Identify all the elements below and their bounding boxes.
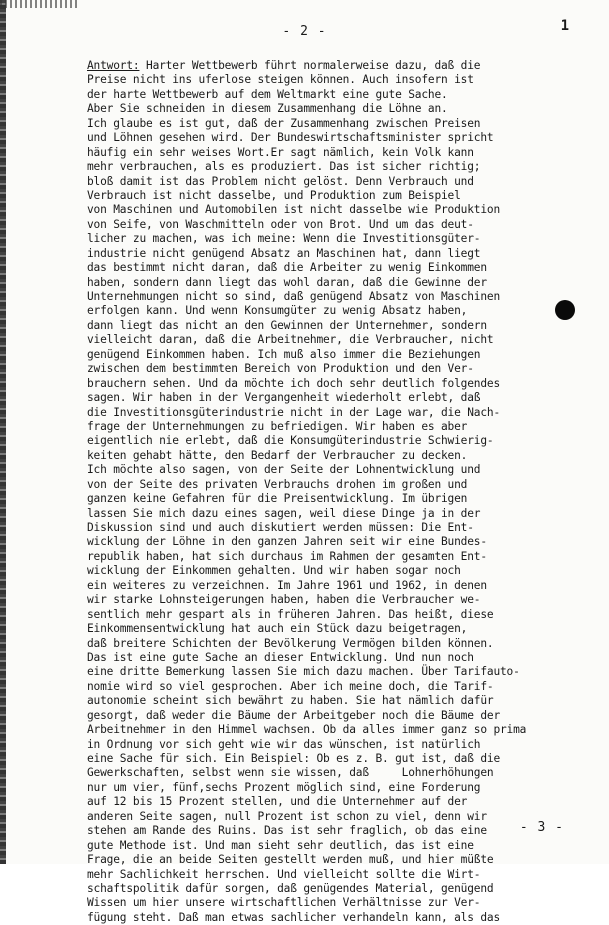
text-line <box>87 247 557 261</box>
text-line <box>87 723 557 737</box>
speaker-label: Antwort: <box>87 59 140 72</box>
text-line-content: von der Seite des privaten Verbrauchs drohen im großen und <box>87 477 468 491</box>
text-line <box>87 752 557 766</box>
text-line <box>87 406 557 420</box>
text-line <box>87 579 557 593</box>
text-line-content: bloß damit ist das Problem nicht gelöst. Denn Verbrauch und <box>87 174 474 188</box>
text-line-content: haben, sondern dann liegt das wohl daran, daß die Gewinne der <box>87 275 487 289</box>
text-line <box>87 521 557 535</box>
text-line-content: der harte Wettbewerb auf dem Weltmarkt eine gute Sache. <box>87 87 448 101</box>
text-line <box>87 131 557 145</box>
text-line <box>87 362 557 376</box>
text-line-content: licher zu machen, was ich meine: Wenn die Investitionsgüter- <box>87 232 481 246</box>
text-line <box>87 276 557 290</box>
page-number: - 2 - <box>282 24 327 39</box>
text-line-content: Arbeitnehmer in den Himmel wachsen. Ob da alles immer ganz so prima <box>87 723 527 737</box>
text-line-content: sentlich mehr gespart als in früheren Jahren. Das heißt, diese <box>87 607 494 621</box>
text-line-content: wicklung der Löhne in den ganzen Jahren seit wir eine Bundes- <box>87 535 487 549</box>
text-line <box>87 160 557 174</box>
text-line-content: zwischen dem bestimmten Bereich von Produktion und den Ver- <box>87 362 474 376</box>
text-line-content: sagen. Wir haben in der Vergangenheit wiederholt erlebt, daß <box>87 391 481 405</box>
text-line-content: auf 12 bis 15 Prozent stellen, und die Unternehmer auf der <box>87 795 468 809</box>
text-line-content: in Ordnung vor sich geht wie wir das wünschen, ist natürlich <box>87 737 481 751</box>
text-line-content: gesorgt, daß weder die Bäume der Arbeitgeber noch die Bäume der <box>87 708 500 722</box>
scan-edge-top <box>0 0 80 8</box>
text-line <box>87 117 557 131</box>
text-line <box>87 146 557 160</box>
text-line <box>87 333 557 347</box>
text-line-content: vielleicht daran, daß die Arbeitnehmer, die Verbraucher, nicht <box>87 333 494 347</box>
text-line <box>87 896 557 910</box>
text-line <box>87 319 557 333</box>
text-line-content: Wissen um hier unsere wirtschaftlichen Verhältnisse zur Ver- <box>87 896 481 910</box>
text-line-content: industrie nicht genügend Absatz an Maschinen hat, dann liegt <box>87 246 481 260</box>
text-line <box>87 868 557 882</box>
text-line-content: daß breitere Schichten der Bevölkerung Vermögen bilden können. <box>87 636 494 650</box>
text-line <box>87 637 557 651</box>
text-line <box>87 738 557 752</box>
text-line-content: genügend Einkommen haben. Ich muß also immer die Beziehungen <box>87 347 481 361</box>
text-line-content: lassen Sie mich dazu eines sagen, weil diese Dinge ja in der <box>87 506 481 520</box>
text-line-content: Einkommensentwicklung hat auch ein Stück dazu beigetragen, <box>87 622 468 636</box>
text-line <box>87 550 557 564</box>
text-line-content: ganzen keine Gefahren für die Preisentwicklung. Im übrigen <box>87 492 468 506</box>
text-line <box>87 434 557 448</box>
text-line-content: von Maschinen und Automobilen ist nicht dasselbe wie Produktion <box>87 203 500 217</box>
text-line-content: und Löhnen gesehen wird. Der Bundeswirtschaftsminister spricht <box>87 131 494 145</box>
text-line-content: erfolgen kann. Und wenn Konsumgüter zu wenig Absatz haben, <box>87 304 468 318</box>
text-line <box>87 824 557 838</box>
text-line-content: wicklung der Einkommen gehalten. Und wir haben sogar noch <box>87 564 461 578</box>
text-line-content: Unternehmungen nicht so sind, daß genügend Absatz von Maschinen <box>87 290 500 303</box>
text-line <box>87 391 557 405</box>
text-line <box>87 665 557 679</box>
text-line <box>87 420 557 434</box>
text-line-content: das bestimmt nicht daran, daß die Arbeiter zu wenig Einkommen <box>87 261 487 275</box>
text-line-content: autonomie scheint sich bewährt zu haben. Sie hat nämlich dafür <box>87 694 494 708</box>
text-line <box>87 853 557 867</box>
text-line-content: Diskussion sind und auch diskutiert werden müssen: Die Ent- <box>87 521 474 534</box>
text-line-content: nomie wird so viel gesprochen. Aber ich meine doch, die Tarif- <box>87 679 494 693</box>
text-line-content: nur um vier, fünf,sechs Prozent möglich sind, eine Forderung <box>87 780 481 794</box>
text-line-content: Ich möchte also sagen, von der Seite der Lohnentwicklung und <box>87 463 481 477</box>
text-line <box>87 492 557 506</box>
text-line <box>87 73 557 87</box>
text-line-content: Verbrauch ist nicht dasselbe, und Produktion zum Beispiel <box>87 188 461 202</box>
text-line <box>87 88 557 102</box>
text-line <box>87 189 557 203</box>
text-line-content: von Seife, von Waschmitteln oder von Brot. Und um das deut- <box>87 217 474 231</box>
text-line <box>87 593 557 607</box>
text-line <box>87 911 557 925</box>
text-line-content: fügung steht. Daß man etwas sachlicher verhandeln kann, als das <box>87 910 500 924</box>
text-line <box>87 203 557 217</box>
text-line <box>87 651 557 665</box>
text-line-content: die Investitionsgüterindustrie nicht in der Lage war, die Nach- <box>87 405 500 419</box>
text-line-content: Harter Wettbewerb führt normalerweise dazu, daß die <box>139 59 481 72</box>
text-line-content: frage der Unternehmungen zu befriedigen. Wir haben es aber <box>87 419 468 433</box>
text-line <box>87 795 557 809</box>
text-line-content: stehen am Rande des Ruins. Das ist sehr fraglich, ob das eine <box>87 824 487 838</box>
body-text <box>87 59 557 925</box>
text-line-content: Aber Sie schneiden in diesem Zusammenhang die Löhne an. <box>87 102 448 116</box>
text-line-content: eine Sache für sich. Ein Beispiel: Ob es z. B. gut ist, daß die <box>87 752 500 765</box>
text-line <box>87 348 557 362</box>
scan-edge-left <box>0 0 6 864</box>
text-line <box>87 377 557 391</box>
text-line-content: mehr verbrauchen, als es produziert. Das ist sicher richtig; <box>87 160 481 174</box>
text-line <box>87 232 557 246</box>
text-line-content: eine dritte Bemerkung lassen Sie mich dazu machen. Über Tarifauto- <box>87 665 520 679</box>
text-line <box>87 59 557 73</box>
footer-page-number: - 3 - <box>519 820 564 835</box>
text-line-content: ein weiteres zu verzeichnen. Im Jahre 1961 und 1962, in denen <box>87 578 487 592</box>
text-line-content: republik haben, hat sich durchaus im Rahmen der gesamten Ent- <box>87 549 487 563</box>
text-line <box>87 463 557 477</box>
text-line <box>87 535 557 549</box>
text-line-content: brauchern sehen. Und da möchte ich doch sehr deutlich folgendes <box>87 376 500 390</box>
text-line <box>87 709 557 723</box>
text-line <box>87 766 557 780</box>
text-line-content: Das ist eine gute Sache an dieser Entwicklung. Und nun noch <box>87 650 474 664</box>
text-line <box>87 622 557 636</box>
punch-hole <box>555 300 575 320</box>
text-line <box>87 507 557 521</box>
text-line <box>87 261 557 275</box>
text-line <box>87 882 557 896</box>
text-line <box>87 290 557 304</box>
text-line-content: Ich glaube es ist gut, daß der Zusammenhang zwischen Preisen <box>87 116 481 130</box>
text-line-content: mehr Sachlichkeit herrschen. Und vielleicht sollte die Wirt- <box>87 867 481 881</box>
text-line <box>87 449 557 463</box>
text-line-content: schaftspolitik dafür sorgen, daß genügendes Material, genügend <box>87 881 494 895</box>
text-line-content: Preise nicht ins uferlose steigen können. Auch insofern ist <box>87 73 474 87</box>
text-line-content: anderen Seite sagen, null Prozent ist schon zu viel, denn wir <box>87 809 487 823</box>
text-line <box>87 680 557 694</box>
text-line-content: eigentlich nie erlebt, daß die Konsumgüterindustrie Schwierig- <box>87 434 494 448</box>
text-line-content: dann liegt das nicht an den Gewinnen der Unternehmer, sondern <box>87 318 487 332</box>
text-line-content: Frage, die an beide Seiten gestellt werden muß, und hier müßte <box>87 853 494 867</box>
text-line <box>87 810 557 824</box>
text-line <box>87 564 557 578</box>
text-line-content: keiten gehabt hätte, den Bedarf der Verbraucher zu decken. <box>87 448 468 462</box>
text-line <box>87 839 557 853</box>
text-line-content: gute Methode ist. Und man sieht sehr deutlich, das ist eine <box>87 838 474 852</box>
text-line <box>87 102 557 116</box>
text-line-content: wir starke Lohnsteigerungen haben, haben die Verbraucher we- <box>87 593 481 607</box>
text-line <box>87 304 557 318</box>
text-line <box>87 608 557 622</box>
text-line <box>87 694 557 708</box>
text-line-content: häufig ein sehr weises Wort.Er sagt nämlich, kein Volk kann <box>87 145 474 159</box>
text-line <box>87 478 557 492</box>
text-line <box>87 781 557 795</box>
text-line <box>87 218 557 232</box>
corner-mark: 1 <box>560 18 569 34</box>
text-line <box>87 175 557 189</box>
text-line-content: Gewerkschaften, selbst wenn sie wissen, daß Lohnerhöhungen <box>87 766 494 780</box>
